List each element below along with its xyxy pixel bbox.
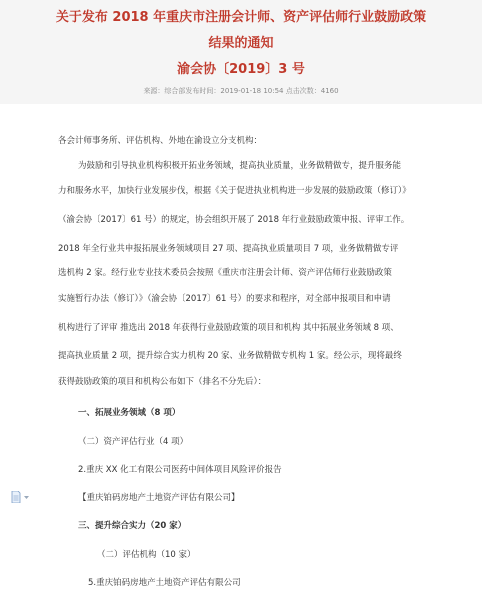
salutation: 各会计师事务所、评估机构、外地在渝设立分支机构： xyxy=(58,136,263,146)
paragraph-line: 获得鼓励政策的项目和机构公布如下（排名不分先后）： xyxy=(58,377,267,387)
list-item: 2.重庆 XX 化工有限公司医药中间体项目风险评价报告 xyxy=(78,465,282,475)
document-icon[interactable] xyxy=(11,488,31,500)
document-number: 渝会协〔2019〕3 号 xyxy=(177,62,305,77)
paragraph-line: 机构进行了评审 推选出 2018 年获得行业鼓励政策的项目和机构 其中拓展业务领域 8 项、 xyxy=(58,323,399,333)
paragraph-line: 提高执业质量 2 项，提升综合实力机构 20 家、业务做精做专机构 1 家。经公示，现将最终 xyxy=(58,351,402,361)
section-heading: 三、提升综合实力（20 家） xyxy=(78,521,187,531)
paragraph-line: （渝会协〔2017〕61 号）的规定，协会组织开展了 2018 年行业鼓励政策申报、评审工作。 xyxy=(58,215,410,225)
section-heading: 一、拓展业务领域（8 项） xyxy=(78,408,181,418)
document-icon-svg xyxy=(11,491,31,503)
article-header xyxy=(0,0,482,104)
paragraph-line: 选机构 2 家。经行业专业技术委员会按照《重庆市注册会计师、资产评估师行业鼓励政策 xyxy=(58,268,392,278)
paragraph-line: 实施暂行办法（修订）》（渝会协〔2017〕61 号）的要求和程序，对全部申报项目和申请 xyxy=(58,294,391,304)
article-title-line2: 结果的通知 xyxy=(208,36,274,51)
chevron-down-icon xyxy=(24,496,29,499)
paragraph-line: 力和服务水平，加快行业发展步伐，根据《关于促进执业机构进一步发展的鼓励政策（修订）》 xyxy=(58,186,411,196)
article-meta: 来源：综合部发布时间：2019-01-18 10:54 点击次数：4160 xyxy=(143,87,339,95)
organization-name: 【重庆铂码房地产土地资产评估有限公司】 xyxy=(78,493,240,503)
article-title-line1: 关于发布 2018 年重庆市注册会计师、资产评估师行业鼓励政策 xyxy=(55,10,427,25)
paragraph-line: 2018 年全行业共申报拓展业务领域项目 27 项、提高执业质量项目 7 项，业务做精做专评 xyxy=(58,244,399,254)
subsection-heading: （二）评估机构（10 家） xyxy=(97,550,196,560)
paragraph-line: 为鼓励和引导执业机构积极开拓业务领域，提高执业质量，业务做精做专，提升服务能 xyxy=(78,161,402,171)
subsection-heading: （二）资产评估行业（4 项） xyxy=(78,437,189,447)
list-item: 5.重庆铂码房地产土地资产评估有限公司 xyxy=(88,578,241,588)
